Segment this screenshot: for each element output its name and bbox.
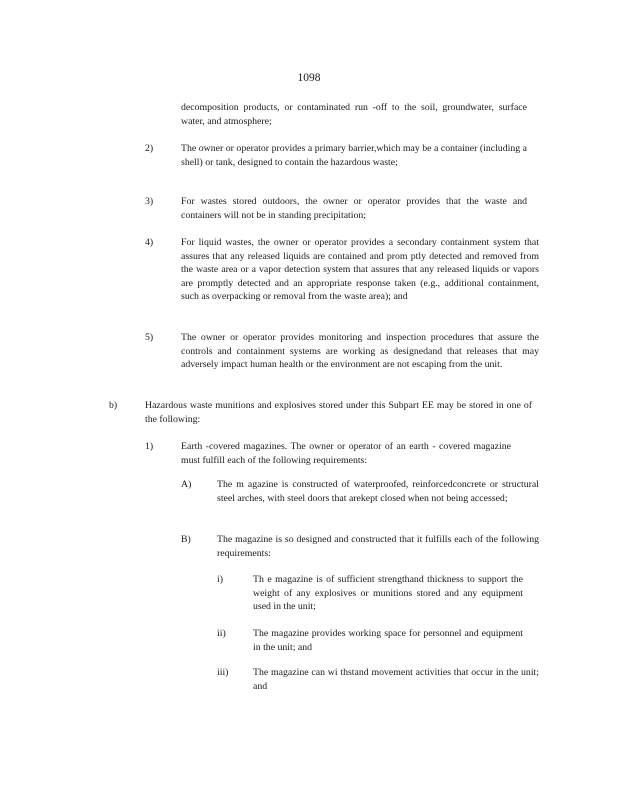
item-b1-label: 1) xyxy=(145,441,154,452)
item-5-label: 5) xyxy=(145,332,154,343)
item-3-text: For wastes stored outdoors, the owner or operator provides that the waste and containers will not be in standing precipitation; xyxy=(181,196,527,221)
item-B-label: B) xyxy=(181,534,191,545)
item-2-text: The owner or operator provides a primary barrier,which may be a container (including a shell) or tank, designed to contain the hazardous waste; xyxy=(181,143,527,168)
item-4-label: 4) xyxy=(145,237,154,248)
item-4-text: For liquid wastes, the owner or operator provides a secondary containment system that assures that any released liquids are contained and prom ptly detected and removed from the waste area or a vapor detection system that assures that any released liquids or vapors are promptly detected and an appropriate response taken (e.g., additional containment, such as overpacking or removal from the waste area); and xyxy=(181,237,539,303)
section-b-label: b) xyxy=(109,400,118,411)
section-b-text: Hazardous waste munitions and explosives stored under this Subpart EE may be stored in one of the following: xyxy=(145,400,532,425)
item-2-label: 2) xyxy=(145,143,154,154)
item-ii-label: ii) xyxy=(217,628,226,639)
item-iii-text: The magazine can wi thstand movement activities that occur in the unit; and xyxy=(253,667,539,692)
item-iii-label: iii) xyxy=(217,667,229,678)
item-ii-text: The magazine provides working space for personnel and equipment in the unit; and xyxy=(253,628,523,653)
item-A-text: The m agazine is constructed of waterproofed, reinforcedconcrete or structural steel arches, with steel doors that arekept closed when not being accessed; xyxy=(217,479,539,504)
item-5-text: The owner or operator provides monitoring and inspection procedures that assure the controls and containment systems are working as designedand that releases that may adversely impact human health or the environment are not escaping from the unit. xyxy=(181,332,539,371)
page-number: 1098 xyxy=(297,72,321,84)
item-i-text: Th e magazine is of sufficient strengthand thickness to support the weight of any explosives or munitions stored and any equipment used in the unit; xyxy=(253,574,523,613)
item-3-label: 3) xyxy=(145,196,154,207)
continuation-text: decomposition products, or contaminated run -off to the soil, groundwater, surface water, and atmosphere; xyxy=(181,102,527,127)
item-B-text: The magazine is so designed and constructed that it fulfills each of the following requirements: xyxy=(217,534,539,559)
item-b1-text: Earth -covered magazines. The owner or operator of an earth - covered magazine must fulfill each of the following requirements: xyxy=(181,441,511,466)
item-A-label: A) xyxy=(181,479,192,490)
item-i-label: i) xyxy=(217,574,223,585)
